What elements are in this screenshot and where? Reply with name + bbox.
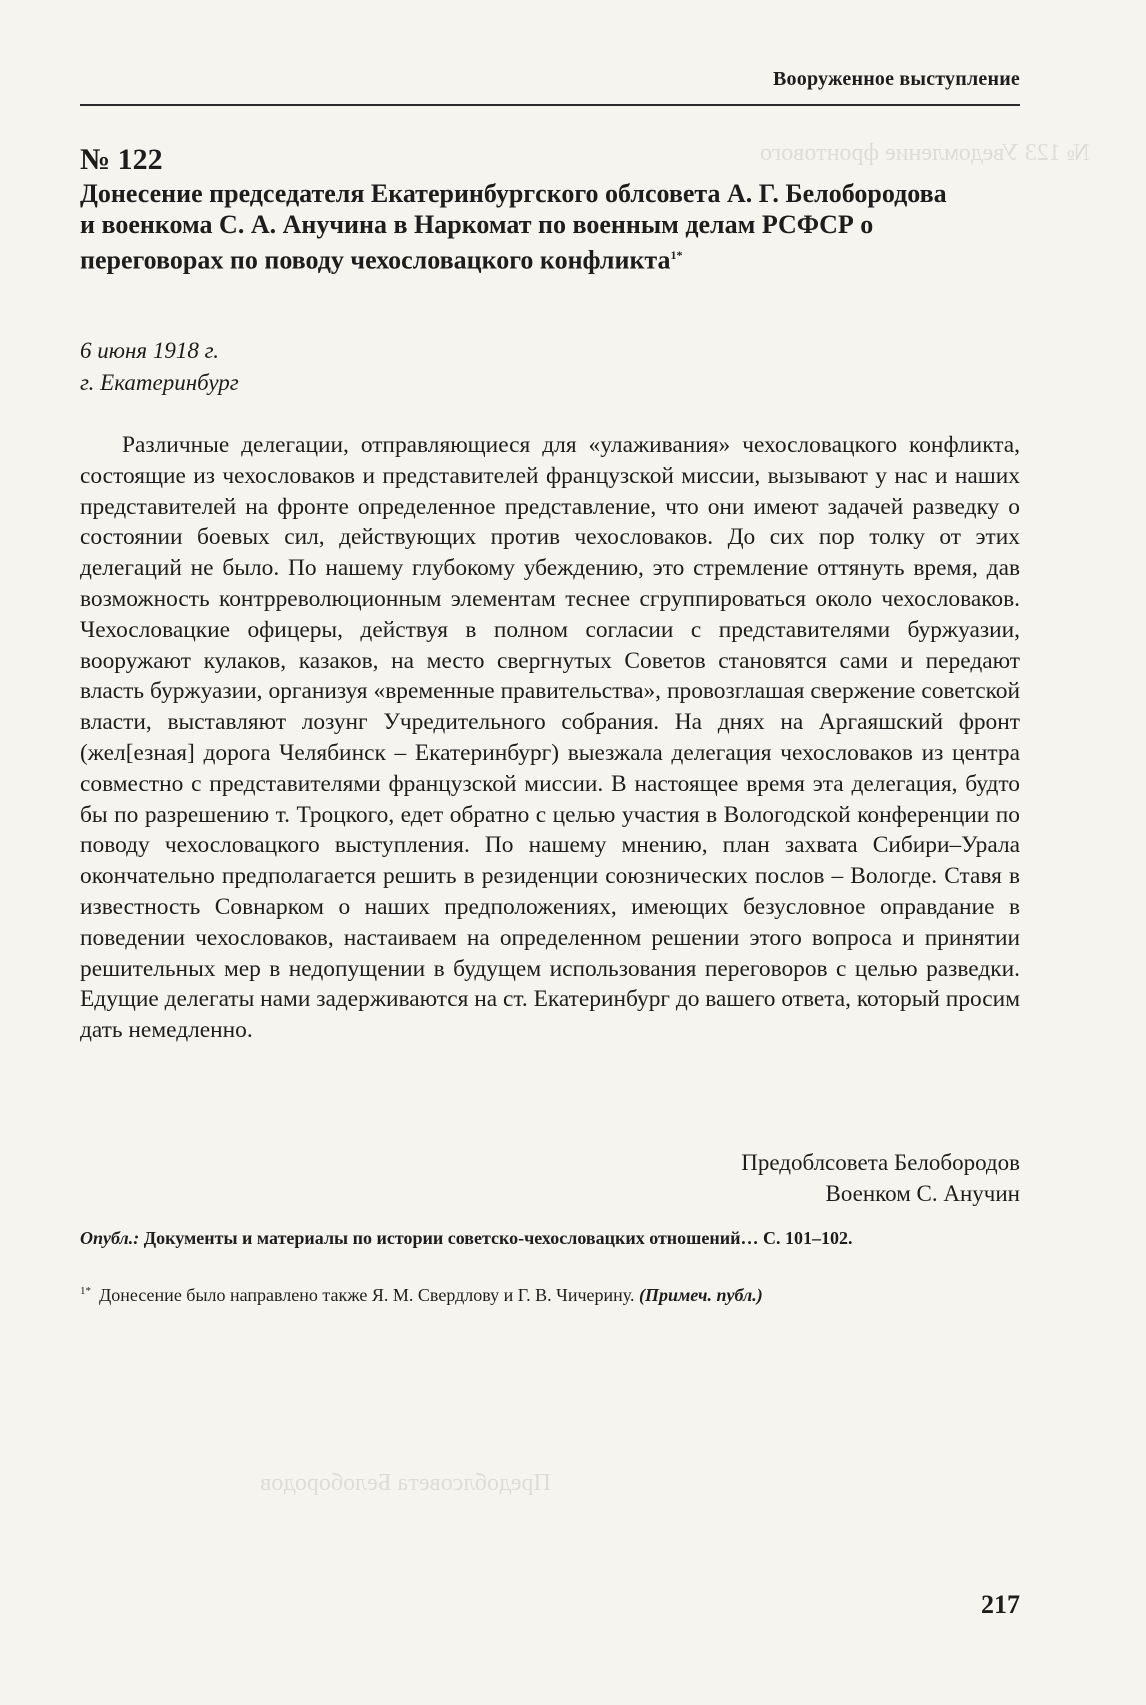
publication-label: Опубл.:: [80, 1228, 140, 1248]
document-place: г. Екатеринбург: [80, 370, 239, 395]
header-rule: [80, 104, 1020, 106]
footnote-mark: 1*: [80, 1285, 91, 1297]
document-title-text: Донесение председателя Екатеринбургского облсовета А. Г. Белобородова и военкома С. А. Анучина в Наркомат по военным делам РСФСР о переговорах по поводу чехословацкого конфликта: [80, 179, 947, 275]
footnote-note: (Примеч. публ.): [638, 1285, 763, 1305]
document-body: Различные делегации, отправляющиеся для «улаживания» чехословацкого конфликта, состоящие из чехословаков и представителей французской миссии, вызывают у нас и наших представителей на фронте определенное представление, что они имеют задачей разведку о состоянии боевых сил, действующих против чехословаков. До сих пор толку от этих делегаций не было. По нашему глубокому убеждению, это стремление оттянуть время, дав возможность контрреволюционным элементам теснее сгруппироваться около чехословаков. Чехословацкие офицеры, действуя в полном согласии с представителями буржуазии, вооружают кулаков, казаков, на место свергнутых Советов становятся сами и передают власть буржуазии, организуя «временные правительства», провозглашая свержение советской власти, выставляют лозунг Учредительного собрания. На днях на Аргаяшский фронт (жел[езная] дорога Челябинск – Екатеринбург) выезжала делегация чехословаков из центра совместно с представителями французской миссии. В настоящее время эта делегация, будто бы по разрешению т. Троцкого, едет обратно с целью участия в Вологодской конференции по поводу чехословацкого выступления. По нашему мнению, план захвата Сибири–Урала окончательно предполагается решить в резиденции союзнических послов – Вологде. Ставя в известность Совнарком о наших предположениях, имеющих безусловное оправдание в поведении чехословаков, настаиваем на определенном решении этого вопроса и принятии решительных мер в недопущении в будущем использования переговоров с целью разведки. Едущие делегаты нами задерживаются на ст. Екатеринбург до вашего ответа, который просим дать немедленно.: [80, 432, 1020, 1044]
page-number: 217: [981, 1590, 1020, 1619]
document-number: № 122: [80, 143, 163, 176]
running-head: Вооруженное выступление: [773, 68, 1020, 90]
signature-chairman: Предоблсовета Белобородов: [741, 1150, 1020, 1175]
signature-commissar: Военком С. Анучин: [825, 1181, 1020, 1206]
footnote: [80, 1285, 1020, 1306]
document-title: [80, 178, 960, 276]
footnote-text: Донесение было направлено также Я. М. Свердлову и Г. В. Чичерину.: [99, 1285, 635, 1305]
publication-reference: [80, 1228, 1020, 1249]
publication-text: Документы и материалы по истории советско-чехословацких отношений… С. 101–102.: [143, 1228, 853, 1248]
title-footnote-mark: 1*: [670, 248, 683, 262]
document-date: 6 июня 1918 г.: [80, 338, 219, 363]
document-page: [80, 0, 1020, 1705]
